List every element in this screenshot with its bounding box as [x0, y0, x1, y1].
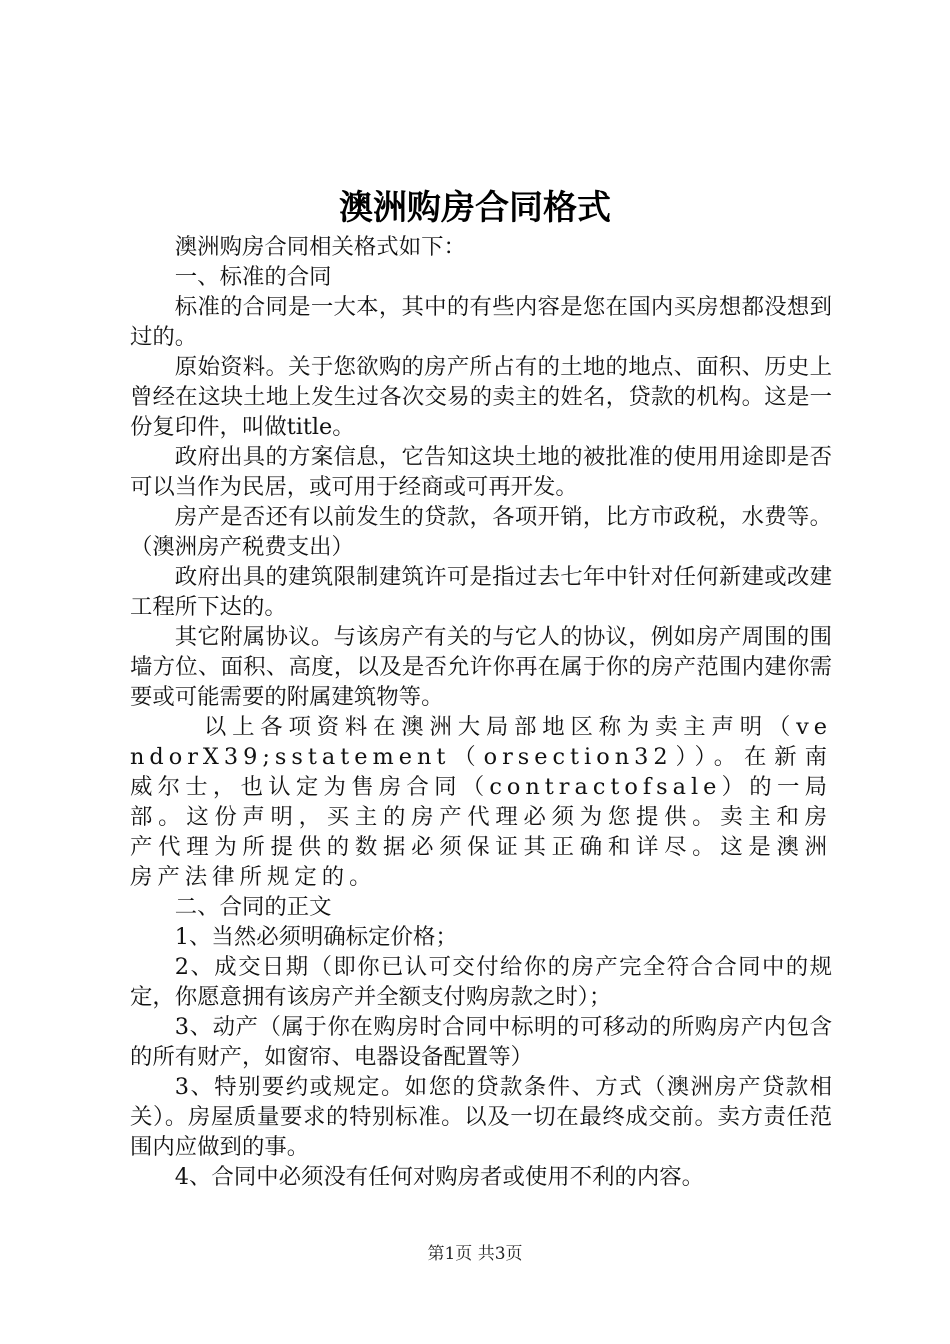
list-item: 2、成交日期（即你已认可交付给你的房产完全符合合同中的规定，你愿意拥有该房产并全额支付购房款之时）；: [130, 954, 832, 1010]
section-heading-standard-contract: 一、标准的合同: [174, 264, 332, 290]
list-item: 3、特别要约或规定。如您的贷款条件、方式（澳洲房产贷款相关）。房屋质量要求的特别标准。以及一切在最终成交前。卖方责任范围内应做到的事。: [130, 1074, 832, 1160]
list-item: 3、动产（属于你在购房时合同中标明的可移动的所购房产内包含的所有财产，如窗帘、电器设备配置等）: [130, 1014, 832, 1070]
paragraph: 其它附属协议。与该房产有关的与它人的协议，例如房产周围的围墙方位、面积、高度，以及是否允许你再在属于你的房产范围内建你需要或可能需要的附属建筑物等。: [130, 624, 832, 710]
document-title: 澳洲购房合同格式: [339, 188, 611, 228]
paragraph-intro: 澳洲购房合同相关格式如下：: [174, 234, 466, 260]
list-item: 1、当然必须明确标定价格；: [174, 924, 458, 950]
paragraph: 政府出具的方案信息，它告知这块土地的被批准的使用用途即是否可以当作为民居，或可用于经商或可再开发。: [130, 444, 832, 500]
section-heading-contract-body: 二、合同的正文: [174, 894, 332, 920]
page-number: 第1页 共3页: [427, 1244, 523, 1264]
paragraph: 政府出具的建筑限制建筑许可是指过去七年中针对任何新建或改建工程所下达的。: [130, 564, 832, 620]
paragraph: 房产是否还有以前发生的贷款，各项开销，比方市政税，水费等。（澳洲房产税费支出）: [130, 504, 832, 560]
paragraph-vendor-statement: 以上各项资料在澳洲大局部地区称为卖主声明（vendorX39;sstatement（orsection32））。在新南威尔士，也认定为售房合同（contractofsale）的一局部。这份声明，买主的房产代理必须为您提供。卖主和房产代理为所提供的数据必须保证其正确和详尽。这是澳洲房产法律所规定的。: [130, 714, 832, 890]
list-item: 4、合同中必须没有任何对购房者或使用不利的内容。: [174, 1164, 705, 1190]
paragraph: 原始资料。关于您欲购的房产所占有的土地的地点、面积、历史上曾经在这块土地上发生过各次交易的卖主的姓名，贷款的机构。这是一份复印件，叫做title。: [130, 354, 832, 440]
document-body: [130, 232, 832, 1192]
paragraph: 标准的合同是一大本，其中的有些内容是您在国内买房想都没想到过的。: [130, 294, 832, 350]
